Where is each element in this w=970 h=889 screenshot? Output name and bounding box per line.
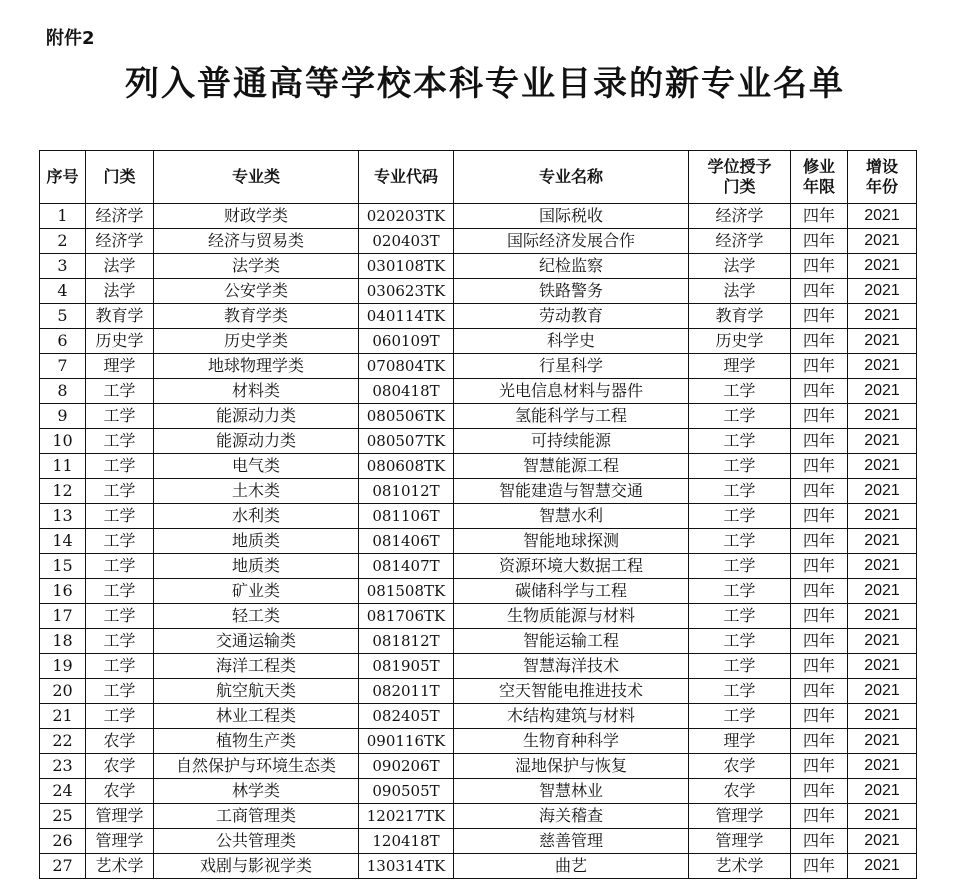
cell-major-name: 生物质能源与材料 bbox=[454, 604, 689, 629]
cell-index: 20 bbox=[40, 679, 86, 704]
cell-duration: 四年 bbox=[791, 829, 848, 854]
cell-major-code: 130314TK bbox=[359, 854, 454, 879]
cell-duration: 四年 bbox=[791, 329, 848, 354]
cell-category: 工学 bbox=[86, 429, 154, 454]
cell-major-class: 历史学类 bbox=[154, 329, 359, 354]
cell-major-code: 080608TK bbox=[359, 454, 454, 479]
cell-duration: 四年 bbox=[791, 379, 848, 404]
cell-year: 2021 bbox=[848, 304, 917, 329]
cell-year: 2021 bbox=[848, 354, 917, 379]
cell-major-name: 碳储科学与工程 bbox=[454, 579, 689, 604]
cell-category: 工学 bbox=[86, 379, 154, 404]
cell-degree-category: 工学 bbox=[689, 504, 791, 529]
cell-year: 2021 bbox=[848, 429, 917, 454]
table-body bbox=[40, 204, 917, 879]
page-title: 列入普通高等学校本科专业目录的新专业名单 bbox=[125, 64, 845, 104]
cell-duration: 四年 bbox=[791, 454, 848, 479]
table-row bbox=[40, 329, 917, 354]
cell-major-name: 空天智能电推进技术 bbox=[454, 679, 689, 704]
cell-major-class: 林业工程类 bbox=[154, 704, 359, 729]
cell-category: 农学 bbox=[86, 729, 154, 754]
table-row bbox=[40, 379, 917, 404]
cell-degree-category: 艺术学 bbox=[689, 854, 791, 879]
cell-duration: 四年 bbox=[791, 479, 848, 504]
cell-index: 26 bbox=[40, 829, 86, 854]
table-row bbox=[40, 404, 917, 429]
table-row bbox=[40, 304, 917, 329]
cell-year: 2021 bbox=[848, 829, 917, 854]
cell-duration: 四年 bbox=[791, 554, 848, 579]
cell-major-code: 080506TK bbox=[359, 404, 454, 429]
cell-year: 2021 bbox=[848, 629, 917, 654]
table-row bbox=[40, 704, 917, 729]
cell-major-class: 水利类 bbox=[154, 504, 359, 529]
cell-category: 法学 bbox=[86, 254, 154, 279]
cell-major-class: 地球物理学类 bbox=[154, 354, 359, 379]
table-row bbox=[40, 604, 917, 629]
cell-duration: 四年 bbox=[791, 604, 848, 629]
cell-major-class: 能源动力类 bbox=[154, 429, 359, 454]
table-row bbox=[40, 454, 917, 479]
cell-index: 18 bbox=[40, 629, 86, 654]
cell-major-name: 劳动教育 bbox=[454, 304, 689, 329]
cell-major-name: 资源环境大数据工程 bbox=[454, 554, 689, 579]
cell-index: 3 bbox=[40, 254, 86, 279]
cell-major-class: 经济与贸易类 bbox=[154, 229, 359, 254]
cell-category: 工学 bbox=[86, 629, 154, 654]
cell-degree-category: 农学 bbox=[689, 754, 791, 779]
cell-index: 6 bbox=[40, 329, 86, 354]
table-row bbox=[40, 354, 917, 379]
table-row bbox=[40, 679, 917, 704]
cell-major-class: 矿业类 bbox=[154, 579, 359, 604]
cell-major-name: 智慧海洋技术 bbox=[454, 654, 689, 679]
cell-duration: 四年 bbox=[791, 854, 848, 879]
cell-duration: 四年 bbox=[791, 779, 848, 804]
cell-index: 22 bbox=[40, 729, 86, 754]
cell-duration: 四年 bbox=[791, 229, 848, 254]
cell-major-name: 智慧能源工程 bbox=[454, 454, 689, 479]
cell-year: 2021 bbox=[848, 779, 917, 804]
cell-degree-category: 工学 bbox=[689, 429, 791, 454]
cell-degree-category: 管理学 bbox=[689, 829, 791, 854]
cell-major-name: 智慧林业 bbox=[454, 779, 689, 804]
header-text: 门类 bbox=[103, 167, 136, 186]
cell-degree-category: 农学 bbox=[689, 779, 791, 804]
cell-major-name: 海关稽查 bbox=[454, 804, 689, 829]
cell-year: 2021 bbox=[848, 229, 917, 254]
cell-duration: 四年 bbox=[791, 754, 848, 779]
cell-year: 2021 bbox=[848, 579, 917, 604]
cell-degree-category: 法学 bbox=[689, 279, 791, 304]
cell-category: 管理学 bbox=[86, 804, 154, 829]
header-col-year bbox=[848, 151, 917, 204]
cell-index: 21 bbox=[40, 704, 86, 729]
cell-category: 工学 bbox=[86, 654, 154, 679]
cell-category: 工学 bbox=[86, 604, 154, 629]
cell-major-code: 020403T bbox=[359, 229, 454, 254]
cell-degree-category: 工学 bbox=[689, 704, 791, 729]
header-text: 年限 bbox=[802, 177, 835, 196]
cell-major-name: 智慧水利 bbox=[454, 504, 689, 529]
cell-year: 2021 bbox=[848, 804, 917, 829]
cell-degree-category: 工学 bbox=[689, 579, 791, 604]
cell-index: 14 bbox=[40, 529, 86, 554]
cell-duration: 四年 bbox=[791, 404, 848, 429]
cell-major-code: 081012T bbox=[359, 479, 454, 504]
cell-major-code: 090116TK bbox=[359, 729, 454, 754]
cell-major-name: 科学史 bbox=[454, 329, 689, 354]
header-col-major-name bbox=[454, 151, 689, 204]
cell-major-name: 生物育种科学 bbox=[454, 729, 689, 754]
cell-major-class: 法学类 bbox=[154, 254, 359, 279]
cell-year: 2021 bbox=[848, 704, 917, 729]
cell-index: 12 bbox=[40, 479, 86, 504]
cell-index: 13 bbox=[40, 504, 86, 529]
header-text: 学位授予 bbox=[707, 157, 772, 176]
cell-category: 农学 bbox=[86, 779, 154, 804]
header-col-degree-category bbox=[689, 151, 791, 204]
cell-major-code: 030108TK bbox=[359, 254, 454, 279]
cell-duration: 四年 bbox=[791, 704, 848, 729]
cell-major-class: 戏剧与影视学类 bbox=[154, 854, 359, 879]
cell-major-class: 自然保护与环境生态类 bbox=[154, 754, 359, 779]
cell-duration: 四年 bbox=[791, 429, 848, 454]
cell-year: 2021 bbox=[848, 379, 917, 404]
cell-major-class: 轻工类 bbox=[154, 604, 359, 629]
cell-year: 2021 bbox=[848, 504, 917, 529]
cell-major-name: 曲艺 bbox=[454, 854, 689, 879]
table-row bbox=[40, 579, 917, 604]
cell-major-code: 081407T bbox=[359, 554, 454, 579]
cell-duration: 四年 bbox=[791, 204, 848, 229]
cell-index: 24 bbox=[40, 779, 86, 804]
cell-major-code: 030623TK bbox=[359, 279, 454, 304]
cell-major-name: 木结构建筑与材料 bbox=[454, 704, 689, 729]
cell-duration: 四年 bbox=[791, 254, 848, 279]
cell-major-class: 土木类 bbox=[154, 479, 359, 504]
header-text: 年份 bbox=[865, 177, 898, 196]
cell-degree-category: 经济学 bbox=[689, 204, 791, 229]
cell-index: 9 bbox=[40, 404, 86, 429]
cell-index: 16 bbox=[40, 579, 86, 604]
cell-major-class: 地质类 bbox=[154, 554, 359, 579]
table-row bbox=[40, 654, 917, 679]
cell-major-name: 可持续能源 bbox=[454, 429, 689, 454]
cell-category: 理学 bbox=[86, 354, 154, 379]
table-row bbox=[40, 779, 917, 804]
header-text: 修业 bbox=[802, 157, 835, 176]
cell-category: 历史学 bbox=[86, 329, 154, 354]
cell-major-class: 地质类 bbox=[154, 529, 359, 554]
cell-major-code: 082405T bbox=[359, 704, 454, 729]
cell-duration: 四年 bbox=[791, 279, 848, 304]
cell-category: 工学 bbox=[86, 529, 154, 554]
cell-duration: 四年 bbox=[791, 804, 848, 829]
cell-major-class: 海洋工程类 bbox=[154, 654, 359, 679]
cell-index: 17 bbox=[40, 604, 86, 629]
table-row bbox=[40, 279, 917, 304]
cell-degree-category: 工学 bbox=[689, 629, 791, 654]
cell-degree-category: 工学 bbox=[689, 679, 791, 704]
cell-category: 工学 bbox=[86, 579, 154, 604]
cell-degree-category: 经济学 bbox=[689, 229, 791, 254]
cell-major-code: 081508TK bbox=[359, 579, 454, 604]
table-row bbox=[40, 729, 917, 754]
header-text: 增设 bbox=[865, 157, 898, 176]
new-majors-table bbox=[39, 150, 917, 879]
cell-index: 25 bbox=[40, 804, 86, 829]
cell-year: 2021 bbox=[848, 604, 917, 629]
cell-category: 工学 bbox=[86, 454, 154, 479]
table-row bbox=[40, 854, 917, 879]
cell-index: 8 bbox=[40, 379, 86, 404]
cell-year: 2021 bbox=[848, 404, 917, 429]
cell-major-code: 120217TK bbox=[359, 804, 454, 829]
cell-duration: 四年 bbox=[791, 729, 848, 754]
cell-year: 2021 bbox=[848, 754, 917, 779]
header-col-category bbox=[86, 151, 154, 204]
cell-category: 法学 bbox=[86, 279, 154, 304]
cell-year: 2021 bbox=[848, 654, 917, 679]
cell-category: 艺术学 bbox=[86, 854, 154, 879]
cell-major-class: 电气类 bbox=[154, 454, 359, 479]
table-row bbox=[40, 804, 917, 829]
cell-duration: 四年 bbox=[791, 304, 848, 329]
cell-major-class: 材料类 bbox=[154, 379, 359, 404]
cell-index: 1 bbox=[40, 204, 86, 229]
cell-category: 教育学 bbox=[86, 304, 154, 329]
cell-category: 农学 bbox=[86, 754, 154, 779]
cell-year: 2021 bbox=[848, 329, 917, 354]
cell-major-name: 湿地保护与恢复 bbox=[454, 754, 689, 779]
cell-degree-category: 工学 bbox=[689, 604, 791, 629]
cell-degree-category: 教育学 bbox=[689, 304, 791, 329]
cell-major-name: 智能建造与智慧交通 bbox=[454, 479, 689, 504]
cell-major-name: 国际税收 bbox=[454, 204, 689, 229]
header-col-major-code bbox=[359, 151, 454, 204]
cell-major-code: 040114TK bbox=[359, 304, 454, 329]
cell-major-code: 090206T bbox=[359, 754, 454, 779]
cell-year: 2021 bbox=[848, 454, 917, 479]
table-row bbox=[40, 629, 917, 654]
cell-major-name: 智能运输工程 bbox=[454, 629, 689, 654]
cell-major-code: 081106T bbox=[359, 504, 454, 529]
header-col-duration bbox=[791, 151, 848, 204]
cell-index: 4 bbox=[40, 279, 86, 304]
header-text: 专业代码 bbox=[373, 167, 438, 186]
cell-duration: 四年 bbox=[791, 679, 848, 704]
cell-major-name: 纪检监察 bbox=[454, 254, 689, 279]
cell-category: 工学 bbox=[86, 479, 154, 504]
cell-category: 工学 bbox=[86, 404, 154, 429]
cell-major-class: 财政学类 bbox=[154, 204, 359, 229]
cell-major-class: 公安学类 bbox=[154, 279, 359, 304]
cell-year: 2021 bbox=[848, 204, 917, 229]
header-text: 专业名称 bbox=[538, 167, 603, 186]
cell-degree-category: 工学 bbox=[689, 479, 791, 504]
cell-degree-category: 工学 bbox=[689, 554, 791, 579]
cell-major-code: 081905T bbox=[359, 654, 454, 679]
cell-major-code: 090505T bbox=[359, 779, 454, 804]
cell-major-code: 081706TK bbox=[359, 604, 454, 629]
cell-degree-category: 理学 bbox=[689, 729, 791, 754]
cell-degree-category: 法学 bbox=[689, 254, 791, 279]
cell-year: 2021 bbox=[848, 679, 917, 704]
cell-major-name: 铁路警务 bbox=[454, 279, 689, 304]
cell-major-class: 林学类 bbox=[154, 779, 359, 804]
cell-major-class: 公共管理类 bbox=[154, 829, 359, 854]
header-text: 专业类 bbox=[231, 167, 280, 186]
table-row bbox=[40, 529, 917, 554]
cell-major-code: 080418T bbox=[359, 379, 454, 404]
cell-degree-category: 工学 bbox=[689, 654, 791, 679]
cell-major-code: 120418T bbox=[359, 829, 454, 854]
cell-major-name: 氢能科学与工程 bbox=[454, 404, 689, 429]
cell-year: 2021 bbox=[848, 279, 917, 304]
header-col-index bbox=[40, 151, 86, 204]
cell-year: 2021 bbox=[848, 529, 917, 554]
cell-index: 19 bbox=[40, 654, 86, 679]
header-text: 门类 bbox=[723, 177, 756, 196]
cell-year: 2021 bbox=[848, 479, 917, 504]
cell-category: 工学 bbox=[86, 679, 154, 704]
cell-year: 2021 bbox=[848, 854, 917, 879]
table-row bbox=[40, 254, 917, 279]
cell-major-class: 交通运输类 bbox=[154, 629, 359, 654]
table-row bbox=[40, 504, 917, 529]
cell-index: 11 bbox=[40, 454, 86, 479]
cell-major-name: 光电信息材料与器件 bbox=[454, 379, 689, 404]
cell-degree-category: 管理学 bbox=[689, 804, 791, 829]
cell-year: 2021 bbox=[848, 554, 917, 579]
cell-duration: 四年 bbox=[791, 629, 848, 654]
cell-major-code: 081812T bbox=[359, 629, 454, 654]
cell-major-code: 020203TK bbox=[359, 204, 454, 229]
cell-index: 7 bbox=[40, 354, 86, 379]
cell-index: 15 bbox=[40, 554, 86, 579]
cell-degree-category: 历史学 bbox=[689, 329, 791, 354]
cell-major-name: 行星科学 bbox=[454, 354, 689, 379]
cell-category: 管理学 bbox=[86, 829, 154, 854]
table-row bbox=[40, 204, 917, 229]
cell-index: 5 bbox=[40, 304, 86, 329]
header-text: 序号 bbox=[46, 167, 79, 186]
cell-category: 工学 bbox=[86, 554, 154, 579]
cell-category: 经济学 bbox=[86, 204, 154, 229]
cell-major-code: 080507TK bbox=[359, 429, 454, 454]
table-header-row bbox=[40, 151, 917, 204]
cell-major-class: 教育学类 bbox=[154, 304, 359, 329]
cell-major-class: 能源动力类 bbox=[154, 404, 359, 429]
cell-duration: 四年 bbox=[791, 579, 848, 604]
cell-major-code: 081406T bbox=[359, 529, 454, 554]
cell-category: 工学 bbox=[86, 504, 154, 529]
table-row bbox=[40, 229, 917, 254]
cell-category: 工学 bbox=[86, 704, 154, 729]
cell-major-code: 070804TK bbox=[359, 354, 454, 379]
cell-index: 10 bbox=[40, 429, 86, 454]
cell-year: 2021 bbox=[848, 254, 917, 279]
cell-degree-category: 工学 bbox=[689, 454, 791, 479]
attachment-label: 附件2 bbox=[46, 28, 95, 49]
cell-major-name: 国际经济发展合作 bbox=[454, 229, 689, 254]
table-row bbox=[40, 554, 917, 579]
cell-major-class: 工商管理类 bbox=[154, 804, 359, 829]
cell-year: 2021 bbox=[848, 729, 917, 754]
cell-index: 23 bbox=[40, 754, 86, 779]
cell-category: 经济学 bbox=[86, 229, 154, 254]
header-col-major-class bbox=[154, 151, 359, 204]
cell-duration: 四年 bbox=[791, 354, 848, 379]
table-row bbox=[40, 479, 917, 504]
cell-duration: 四年 bbox=[791, 504, 848, 529]
cell-index: 27 bbox=[40, 854, 86, 879]
cell-degree-category: 工学 bbox=[689, 379, 791, 404]
cell-degree-category: 工学 bbox=[689, 404, 791, 429]
cell-major-name: 智能地球探测 bbox=[454, 529, 689, 554]
cell-degree-category: 理学 bbox=[689, 354, 791, 379]
cell-major-class: 航空航天类 bbox=[154, 679, 359, 704]
cell-duration: 四年 bbox=[791, 529, 848, 554]
cell-index: 2 bbox=[40, 229, 86, 254]
cell-major-code: 082011T bbox=[359, 679, 454, 704]
table-row bbox=[40, 429, 917, 454]
cell-major-code: 060109T bbox=[359, 329, 454, 354]
table-row bbox=[40, 754, 917, 779]
table-row bbox=[40, 829, 917, 854]
cell-major-name: 慈善管理 bbox=[454, 829, 689, 854]
cell-degree-category: 工学 bbox=[689, 529, 791, 554]
cell-duration: 四年 bbox=[791, 654, 848, 679]
cell-major-class: 植物生产类 bbox=[154, 729, 359, 754]
